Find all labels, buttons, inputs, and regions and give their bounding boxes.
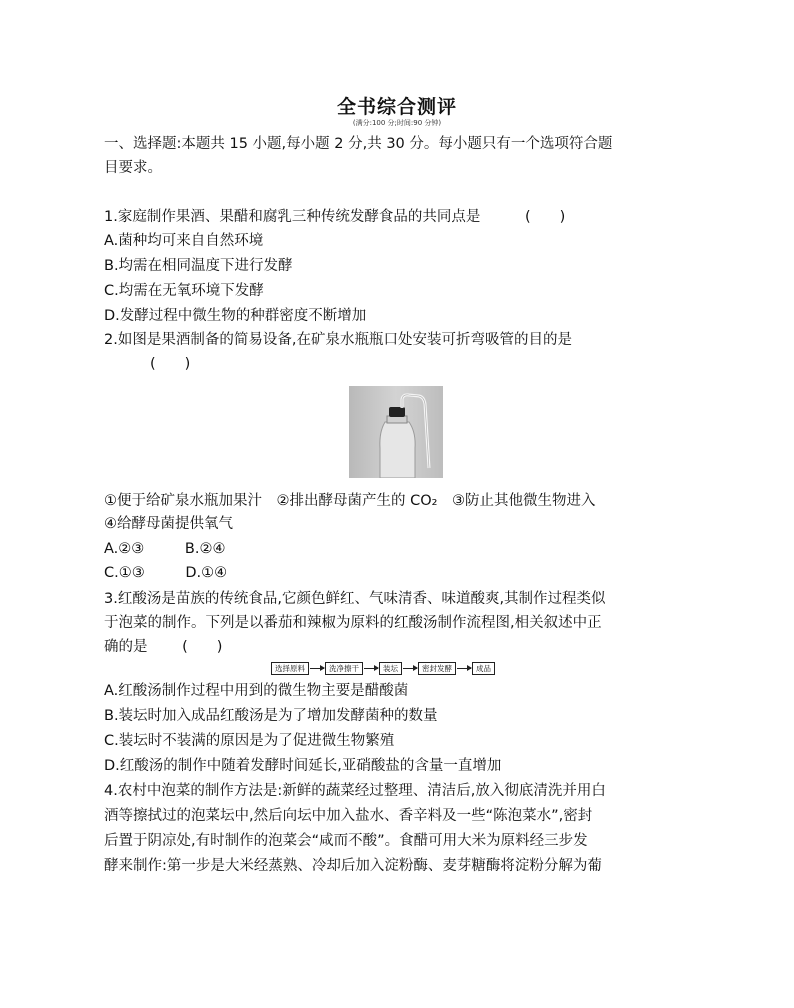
flow-arrow-icon	[457, 668, 471, 669]
q2-stem: 2.如图是果酒制备的简易设备,在矿泉水瓶瓶口处安装可折弯吸管的目的是	[104, 332, 572, 348]
q1-option-d: D.发酵过程中微生物的种群密度不断增加	[104, 308, 367, 324]
flow-step-jar: 装坛	[379, 662, 402, 675]
flow-step-select-materials: 选择原料	[271, 662, 309, 675]
q2-option-b: B.②④	[184, 541, 226, 557]
q4-stem-line-1: 4.农村中泡菜的制作方法是:新鲜的蔬菜经过整理、清洁后,放入彻底清洗并用白	[104, 783, 606, 799]
q3-option-c: C.装坛时不装满的原因是为了促进微生物繁殖	[104, 733, 395, 749]
score-time-note: (满分:100 分;时间:90 分钟)	[352, 119, 442, 127]
q2-option-a: A.②③	[104, 541, 145, 557]
flow-step-seal-ferment: 密封发酵	[418, 662, 456, 675]
q3-stem-line-1: 3.红酸汤是苗族的传统食品,它颜色鲜红、气味清香、味道酸爽,其制作过程类似	[104, 591, 606, 607]
q3-stem-line-2: 于泡菜的制作。下列是以番茄和辣椒为原料的红酸汤制作流程图,相关叙述中正	[104, 615, 602, 631]
q1-answer-paren: ( )	[524, 209, 566, 225]
q1-option-a: A.菌种均可来自自然环境	[104, 233, 264, 249]
q1-option-c: C.均需在无氧环境下发酵	[104, 283, 264, 299]
q2-options-row-1	[104, 539, 225, 559]
q3-option-d: D.红酸汤的制作中随着发酵时间延长,亚硝酸盐的含量一直增加	[104, 758, 502, 774]
q3-option-a: A.红酸汤制作过程中用到的微生物主要是醋酸菌	[104, 683, 409, 699]
flow-arrow-icon	[364, 668, 378, 669]
q4-stem-line-4: 酵来制作:第一步是大米经蒸熟、冷却后加入淀粉酶、麦芽糖酶将淀粉分解为葡	[104, 858, 602, 874]
bottle-apparatus-photo	[349, 386, 443, 478]
flow-arrow-icon	[403, 668, 417, 669]
section-heading-line-2: 目要求。	[104, 160, 162, 176]
q3-option-b: B.装坛时加入成品红酸汤是为了增加发酵菌种的数量	[104, 708, 438, 724]
flow-step-product: 成品	[472, 662, 495, 675]
q2-answer-paren: ( )	[150, 356, 191, 372]
q3-stem-text: 确的是	[104, 639, 148, 655]
q1-option-b: B.均需在相同温度下进行发酵	[104, 258, 293, 274]
q2-statements-line-2: ④给酵母菌提供氧气	[104, 516, 233, 532]
q4-stem-line-3: 后置于阴凉处,有时制作的泡菜会“咸而不酸”。食醋可用大米为原料经三步发	[104, 833, 588, 849]
section-heading-line-1: 一、选择题:本题共 15 小题,每小题 2 分,共 30 分。每小题只有一个选项符合题	[104, 136, 613, 152]
q2-option-d: D.①④	[185, 565, 228, 581]
flow-arrow-icon	[310, 668, 324, 669]
page-title: 全书综合测评	[336, 96, 457, 118]
q2-option-c: C.①③	[104, 565, 145, 581]
q1-stem-text: 1.家庭制作果酒、果醋和腐乳三种传统发酵食品的共同点是	[104, 209, 481, 225]
q2-options-row-2	[104, 563, 227, 583]
q3-stem-line-3	[104, 637, 222, 657]
q2-statements-line-1: ①便于给矿泉水瓶加果汁 ②排出酵母菌产生的 CO₂ ③防止其他微生物进入	[104, 493, 596, 509]
q3-answer-paren: ( )	[182, 639, 223, 655]
flow-step-wash-dry: 洗净擦干	[325, 662, 363, 675]
bottle-illustration	[349, 386, 443, 478]
q1-stem	[104, 207, 565, 227]
red-sour-soup-flowchart	[271, 661, 495, 675]
q4-stem-line-2: 酒等擦拭过的泡菜坛中,然后向坛中加入盐水、香辛料及一些“陈泡菜水”,密封	[104, 808, 593, 824]
